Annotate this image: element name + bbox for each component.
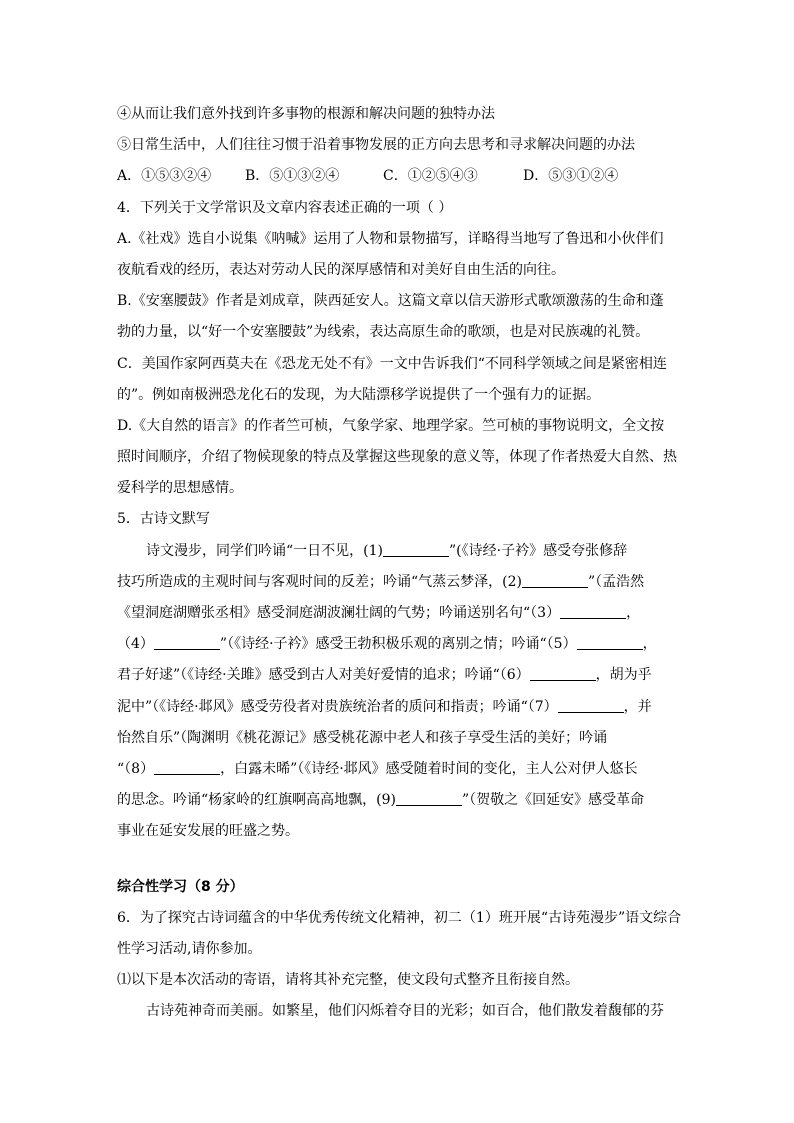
q5-text: “（8） <box>117 760 155 777</box>
section-gap <box>117 848 682 872</box>
q5-line-7: 怡然自乐”（陶渊明《桃花源记》感受桃花源中老人和孩子享受生活的美好；吟诵 <box>117 729 608 746</box>
blank-6[interactable] <box>530 664 596 681</box>
q3-item-5: ⑤日常生活中，人们往往习惯于沿着事物发展的正方向去思考和寻求解决问题的办法 <box>117 137 635 154</box>
q5-text: ”(《诗经·子衿》感受夸张修辞 <box>449 542 628 559</box>
blank-7[interactable] <box>558 696 624 713</box>
q4-option-b-line-2: 勃的力量，以“好一个安塞腰鼓”为线索，表达高原生命的歌颂，也是对民族魂的礼赞。 <box>117 324 650 341</box>
section-title: 综合性学习（8 分） <box>117 878 244 895</box>
q5-text: 诗文漫步，同学们吟诵“一日不见，(1) <box>146 542 383 559</box>
q3-option-b: B．⑤①③②④ <box>245 168 340 185</box>
q3-options <box>117 161 682 192</box>
q6-paragraph: 古诗苑神奇而美丽。如繁星，他们闪烁着夺目的光彩；如百合，他们散发着馥郁的芬 <box>146 1003 664 1020</box>
q6-stem-line-1: 6．为了探究古诗词蕴含的中华优秀传统文化精神，初二（1）班开展“古诗苑漫步”语文综合 <box>117 909 682 926</box>
q6-sub-1: ⑴以下是本次活动的寄语，请将其补充完整，使文段句式整齐且衔接自然。 <box>117 972 579 989</box>
q5-line-10: 事业在延安发展的旺盛之势。 <box>117 823 299 840</box>
q3-option-c: C．①②⑤④③ <box>383 168 478 185</box>
q3-option-a: A．①⑤③②④ <box>117 168 212 185</box>
blank-8[interactable] <box>154 758 220 775</box>
q5-text: ”（孟浩然 <box>588 573 645 590</box>
q5-text: 技巧所造成的主观时间与客观时间的反差；吟诵“气蒸云梦泽，(2) <box>117 573 522 590</box>
blank-9[interactable] <box>396 789 462 806</box>
blank-4[interactable] <box>154 633 220 650</box>
q6-stem-line-2: 性学习活动,请你参加。 <box>117 940 262 957</box>
q4-option-a-line-1: A.《社戏》选自小说集《呐喊》运用了人物和景物描写，详略得当地写了鲁迅和小伙伴们 <box>117 230 664 247</box>
q5-text: ， <box>642 636 657 653</box>
q5-stem: 5．古诗文默写 <box>117 511 210 528</box>
blank-2[interactable] <box>522 571 588 588</box>
q5-text: ，白露未晞”（《诗经·邶风》感受随着时间的变化，主人公对伊人悠长 <box>220 760 638 777</box>
q5-text: ，胡为乎 <box>595 667 652 684</box>
q5-line-9 <box>117 785 682 816</box>
q5-text: ”（《诗经·子衿》感受王勃积极乐观的离别之情；吟诵“（5） <box>219 636 577 653</box>
q5-text: （4） <box>117 636 154 653</box>
q3-option-d: D．⑤③①②④ <box>523 168 619 185</box>
q5-line-3 <box>117 598 682 629</box>
blank-5[interactable] <box>577 633 643 650</box>
q3-item-4: ④从而让我们意外找到许多事物的根源和解决问题的独特办法 <box>117 106 495 122</box>
q5-line-2 <box>117 567 682 598</box>
q5-line-4 <box>117 629 682 660</box>
q5-line-8 <box>117 754 682 785</box>
q5-text: ，并 <box>623 698 652 715</box>
q5-line-5 <box>117 660 682 691</box>
q4-stem: 4．下列关于文学常识及文章内容表述正确的一项（ ） <box>117 199 453 216</box>
q4-option-d-line-2: 照时间顺序，介绍了物候现象的特点及掌握这些现象的意义等，体现了作者热爱大自然、热 <box>117 449 677 466</box>
q5-text: ”（贺敬之《回延安》感受革命 <box>462 792 645 809</box>
q5-line-6 <box>117 692 682 723</box>
q5-text: 《望洞庭湖赠张丞相》感受洞庭湖波澜壮阔的气势；吟诵送别名句“（3） <box>117 605 561 621</box>
q4-option-a-line-2: 夜航看戏的经历，表达对劳动人民的深厚感情和对美好自由生活的向往。 <box>117 261 565 278</box>
q5-line-1 <box>117 536 682 567</box>
q4-option-c-line-1: C．美国作家阿西莫夫在《恐龙无处不有》一文中告诉我们“不同科学领域之间是紧密相连 <box>117 355 667 372</box>
blank-1[interactable] <box>383 540 449 557</box>
q4-option-d-line-1: D.《大自然的语言》的作者竺可桢，气象学家、地理学家。竺可桢的事物说明文，全文按 <box>117 417 665 434</box>
q5-text: 泥中”（《诗经·邶风》感受劳役者对贵族统治者的质问和指责；吟诵“（7） <box>117 698 558 715</box>
exam-page <box>117 99 682 1027</box>
q4-option-b-line-1: B.《安塞腰鼓》作者是刘成章，陕西延安人。这篇文章以信天游形式歌颂激荡的生命和蓬 <box>117 293 664 310</box>
q4-option-d-line-3: 爱科学的思想感情。 <box>117 480 243 497</box>
q5-text: ， <box>626 605 641 621</box>
q5-text: 的思念。吟诵“杨家岭的红旗啊高高地飘，(9) <box>117 792 396 809</box>
blank-3[interactable] <box>560 602 626 619</box>
q4-option-c-line-2: 的”。例如南极洲恐龙化石的发现，为大陆漂移学说提供了一个强有力的证据。 <box>117 386 601 403</box>
q5-text: 君子好逑”（《诗经·关雎》感受到古人对美好爱情的追求；吟诵“（6） <box>117 667 530 684</box>
